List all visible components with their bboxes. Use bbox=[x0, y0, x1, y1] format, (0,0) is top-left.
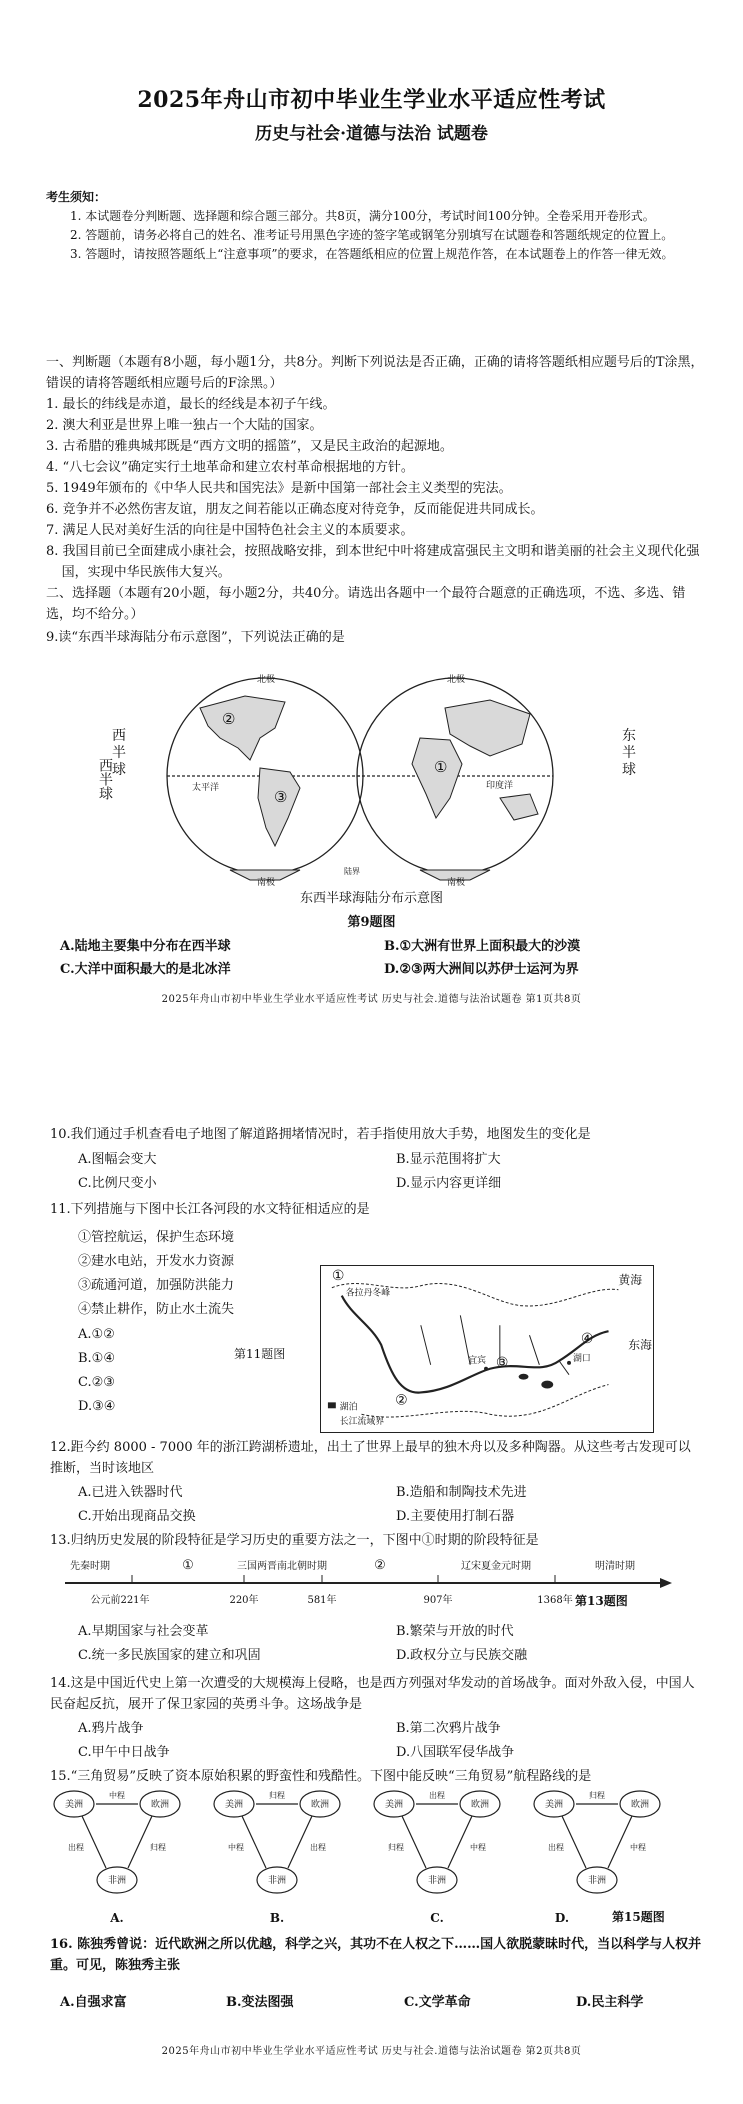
q9-option-a[interactable]: A.陆地主要集中分布在西半球 bbox=[60, 939, 231, 954]
exam-subtitle: 历史与社会·道德与法治 试题卷 bbox=[255, 124, 488, 144]
q12-option-b[interactable]: B.造船和制陶技术先进 bbox=[396, 1485, 527, 1500]
triangle-trade-b[interactable] bbox=[212, 1778, 342, 1928]
legend-lake: 湖泊 bbox=[339, 1402, 358, 1413]
hukou-point bbox=[567, 1361, 571, 1365]
section1-items bbox=[46, 394, 706, 583]
q15-option-c: C. bbox=[430, 1911, 444, 1925]
east-sea-label: 东海 bbox=[628, 1338, 652, 1352]
node-america: 美洲 bbox=[384, 1800, 404, 1810]
triangle-trade-d[interactable] bbox=[532, 1778, 662, 1928]
leg-label: 中程 bbox=[470, 1843, 486, 1852]
q9-option-c[interactable]: C.大洋中面积最大的是北冰洋 bbox=[60, 962, 231, 977]
place-hukou: 湖口 bbox=[572, 1353, 591, 1364]
q16-option-a[interactable]: A.自强求富 bbox=[60, 1995, 127, 2010]
map-caption: 东西半球海陆分布示意图 bbox=[299, 891, 443, 906]
q11-measure: ③疏通河道，加强防洪能力 bbox=[78, 1278, 235, 1293]
q15-figure-label: 第15题图 bbox=[612, 1910, 665, 1924]
judge-item: 3. 古希腊的雅典城邦既是“西方文明的摇篮”，又是民主政治的起源地。 bbox=[46, 439, 453, 454]
q13-option-b[interactable]: B.繁荣与开放的时代 bbox=[396, 1624, 514, 1639]
leg-label: 归程 bbox=[269, 1791, 285, 1800]
lake-shape bbox=[519, 1374, 529, 1380]
q14-stem: 14.这是中国近代史上第一次遭受的大规模海上侵略，也是西方列强对华发动的首场战争。面对外敌入侵，中国人民奋起反抗，展开了保卫家园的英勇斗争。这场战争是 bbox=[50, 1676, 695, 1712]
q11-option-b[interactable]: B.①④ bbox=[78, 1351, 115, 1366]
q9-figure-label: 第9题图 bbox=[347, 915, 396, 930]
q12-option-c[interactable]: C.开始出现商品交换 bbox=[78, 1509, 196, 1524]
node-africa: 非洲 bbox=[267, 1876, 287, 1886]
node-europe: 欧洲 bbox=[310, 1800, 330, 1810]
judge-item: 7. 满足人民对美好生活的向往是中国特色社会主义的本质要求。 bbox=[46, 523, 414, 538]
asia-europe-shape bbox=[445, 700, 530, 756]
q10-stem: 10.我们通过手机查看电子地图了解道路拥堵情况时，若手指使用放大手势，地图发生的变化是 bbox=[50, 1127, 591, 1142]
node-america: 美洲 bbox=[224, 1800, 244, 1810]
north-pole-label-west: 北极 bbox=[256, 675, 276, 685]
land-boundary-legend: 陆界 bbox=[344, 867, 360, 876]
q13-option-a[interactable]: A.早期国家与社会变革 bbox=[78, 1624, 209, 1639]
date-221bc: 公元前221年 bbox=[90, 1595, 150, 1606]
q12-option-a[interactable]: A.已进入铁器时代 bbox=[78, 1485, 183, 1500]
q11-figure-label: 第11题图 bbox=[234, 1347, 286, 1361]
west-hemisphere-label: 西半球 bbox=[112, 728, 126, 778]
leg-label: 中程 bbox=[630, 1843, 646, 1852]
q15-option-d: D. bbox=[554, 1911, 570, 1925]
node-africa: 非洲 bbox=[587, 1876, 607, 1886]
south-america-shape bbox=[258, 768, 300, 846]
notice-item: 1. 本试题卷分判断题、选择题和综合题三部分。共8页，满分100分，考试时间100分钟。全卷采用开卷形式。 bbox=[70, 209, 655, 223]
period-1: ① bbox=[182, 1558, 194, 1573]
q11-measure: ②建水电站，开发水力资源 bbox=[78, 1254, 235, 1269]
q15-option-b: B. bbox=[269, 1911, 285, 1925]
hemisphere-map bbox=[97, 668, 596, 888]
q15-stem: 15.“三角贸易”反映了资本原始积累的野蛮性和残酷性。下图中能反映“三角贸易”航程路线的是 bbox=[50, 1769, 592, 1784]
page2-footer: 2025年舟山市初中毕业生学业水平适应性考试 历史与社会.道德与法治试题卷 第2页共8页 bbox=[161, 2046, 582, 2057]
q9-stem: 9.读“东西半球海陆分布示意图”，下列说法正确的是 bbox=[46, 630, 345, 645]
notice-head: 考生须知： bbox=[46, 190, 107, 204]
q14-option-d[interactable]: D.八国联军侵华战争 bbox=[396, 1745, 515, 1760]
period-pre-qin: 先秦时期 bbox=[70, 1561, 110, 1572]
mark-2: ② bbox=[395, 1392, 408, 1409]
leg-label: 归程 bbox=[388, 1843, 404, 1852]
south-pole-label-east: 南极 bbox=[446, 878, 466, 888]
south-pole-label-west: 南极 bbox=[256, 878, 276, 888]
leg-label: 中程 bbox=[228, 1843, 244, 1852]
mark-3: ③ bbox=[495, 1354, 509, 1371]
leg-label: 中程 bbox=[109, 1791, 125, 1800]
period-2: ② bbox=[374, 1558, 386, 1573]
judge-item: 5. 1949年颁布的《中华人民共和国宪法》是新中国第一部社会主义类型的宪法。 bbox=[46, 481, 512, 496]
west-label: 西半球 bbox=[97, 758, 113, 800]
q10-option-d[interactable]: D.显示内容更详细 bbox=[396, 1176, 502, 1191]
judge-item: 1. 最长的纬线是赤道，最长的经线是本初子午线。 bbox=[46, 397, 336, 412]
page1-footer: 2025年舟山市初中毕业生学业水平适应性考试 历史与社会.道德与法治试题卷 第1页共8页 bbox=[161, 994, 582, 1005]
notice-item: 2. 答题前，请务必将自己的姓名、准考证号用黑色字迹的签字笔或钢笔分别填写在试题卷和答题纸规定的位置上。 bbox=[70, 228, 674, 242]
node-america: 美洲 bbox=[64, 1800, 84, 1810]
q10-option-b[interactable]: B.显示范围将扩大 bbox=[396, 1152, 501, 1167]
notice-item: 3. 答题时，请按照答题纸上“注意事项”的要求，在答题纸相应的位置上规范作答，在本试题卷上的作答一律无效。 bbox=[70, 247, 674, 261]
leg-label: 出程 bbox=[310, 1843, 326, 1852]
legend-lake-swatch bbox=[328, 1402, 336, 1408]
q12-stem: 12.距今约 8000 - 7000 年的浙江跨湖桥遗址，出土了世界上最早的独木舟以及多种陶器。从这些考古发现可以推断，当时该地区 bbox=[50, 1440, 691, 1476]
mark-3: ③ bbox=[274, 788, 288, 806]
node-america: 美洲 bbox=[544, 1800, 564, 1810]
leg-label: 出程 bbox=[429, 1791, 445, 1800]
mark-2: ② bbox=[222, 710, 236, 728]
north-pole-label-east: 北极 bbox=[446, 675, 466, 685]
yangtze-map bbox=[320, 1265, 654, 1433]
q11-option-a[interactable]: A.①② bbox=[78, 1327, 115, 1342]
date-907: 907年 bbox=[423, 1595, 453, 1606]
north-america-shape bbox=[200, 696, 285, 760]
date-1368: 1368年 bbox=[537, 1595, 573, 1606]
mark-4: ④ bbox=[580, 1331, 594, 1348]
date-220: 220年 bbox=[229, 1595, 259, 1606]
east-hemisphere-label: 东半球 bbox=[622, 728, 636, 778]
place-yibin: 宜宾 bbox=[468, 1355, 486, 1366]
exam-title: 2025年舟山市初中毕业生学业水平适应性考试 bbox=[137, 87, 606, 113]
notice-block bbox=[46, 188, 696, 264]
q16-option-d[interactable]: D.民主科学 bbox=[576, 1995, 644, 2010]
q11-option-d[interactable]: D.③④ bbox=[78, 1399, 116, 1414]
judge-item: 4. “八七会议”确定实行土地革命和建立农村革命根据地的方针。 bbox=[46, 460, 414, 475]
node-europe: 欧洲 bbox=[470, 1800, 490, 1810]
q10-option-a[interactable]: A.图幅会变大 bbox=[78, 1152, 157, 1167]
q11-option-c[interactable]: C.②③ bbox=[78, 1375, 115, 1390]
legend-basin: 长江流域界 bbox=[339, 1417, 385, 1428]
leg-label: 出程 bbox=[548, 1843, 564, 1852]
place-gedandong: 各拉丹冬峰 bbox=[345, 1288, 391, 1299]
judge-item: 2. 澳大利亚是世界上唯一独占一个大陆的国家。 bbox=[46, 418, 323, 433]
period-liao-song: 辽宋夏金元时期 bbox=[461, 1561, 531, 1572]
q13-option-d[interactable]: D.政权分立与民族交融 bbox=[396, 1648, 528, 1663]
q16-option-b[interactable]: B.变法图强 bbox=[226, 1995, 294, 2010]
q14-option-a[interactable]: A.鸦片战争 bbox=[78, 1721, 144, 1736]
q12-option-d[interactable]: D.主要使用打制石器 bbox=[396, 1509, 515, 1524]
yibin-point bbox=[484, 1367, 488, 1371]
period-three-kingdoms: 三国两晋南北朝时期 bbox=[237, 1561, 327, 1572]
q15-option-a: A. bbox=[110, 1911, 124, 1925]
judge-item: 8. 我国目前已全面建成小康社会，按照战略安排，到本世纪中叶将建成富强民主文明和谐美丽的社会主义现代化强国，实现中华民族伟大复兴。 bbox=[46, 544, 700, 580]
q16-stem: 16. 陈独秀曾说：近代欧洲之所以优越，科学之兴，其功不在人权之下……国人欲脱蒙昧时代，当以科学与人权并重。可见，陈独秀主张 bbox=[50, 1937, 702, 1973]
triangle-trade-c[interactable] bbox=[372, 1778, 502, 1928]
q9-option-b[interactable]: B.①大洲有世界上面积最大的沙漠 bbox=[384, 939, 581, 954]
pacific-label: 太平洋 bbox=[192, 783, 220, 793]
date-581: 581年 bbox=[307, 1595, 337, 1606]
leg-label: 出程 bbox=[68, 1843, 84, 1852]
q16-option-c[interactable]: C.文学革命 bbox=[404, 1995, 471, 2010]
node-europe: 欧洲 bbox=[150, 1800, 170, 1810]
triangle-trade-a[interactable] bbox=[52, 1778, 182, 1928]
node-africa: 非洲 bbox=[107, 1876, 127, 1886]
q10-option-c[interactable]: C.比例尺变小 bbox=[78, 1176, 157, 1191]
yellow-sea-label: 黄海 bbox=[618, 1272, 643, 1287]
yangtze-main-stream bbox=[342, 1296, 609, 1393]
q14-option-c[interactable]: C.甲午中日战争 bbox=[78, 1745, 170, 1760]
node-europe: 欧洲 bbox=[630, 1800, 650, 1810]
q11-measure: ④禁止耕作，防止水土流失 bbox=[78, 1302, 235, 1317]
q11-stem: 11.下列措施与下图中长江各河段的水文特征相适应的是 bbox=[50, 1202, 370, 1217]
section1-heading: 一、判断题（本题有8小题，每小题1分，共8分。判断下列说法是否正确，正确的请将答题纸相应题号后的T涂黑，错误的请将答题纸相应题号后的F涂黑。） bbox=[46, 355, 704, 391]
q13-stem: 13.归纳历史发展的阶段特征是学习历史的重要方法之一，下图中①时期的阶段特征是 bbox=[50, 1533, 539, 1548]
q13-figure-label: 第13题图 bbox=[575, 1594, 628, 1608]
judge-item: 6. 竞争并不必然伤害友谊，朋友之间若能以正确态度对待竞争，反而能促进共同成长。 bbox=[46, 502, 544, 517]
africa-shape bbox=[412, 738, 462, 818]
leg-label: 归程 bbox=[589, 1791, 605, 1800]
page-gap bbox=[0, 1010, 743, 1110]
q14-option-b[interactable]: B.第二次鸦片战争 bbox=[396, 1721, 501, 1736]
leg-label: 归程 bbox=[150, 1843, 166, 1852]
period-ming-qing: 明清时期 bbox=[595, 1561, 635, 1572]
lake-shape bbox=[541, 1381, 553, 1389]
q13-option-c[interactable]: C.统一多民族国家的建立和巩固 bbox=[78, 1648, 261, 1663]
indian-ocean-label: 印度洋 bbox=[486, 781, 514, 791]
mark-1: ① bbox=[434, 758, 448, 776]
mark-1: ① bbox=[331, 1267, 345, 1284]
australia-shape bbox=[500, 794, 538, 820]
q9-option-d[interactable]: D.②③两大洲间以苏伊士运河为界 bbox=[384, 962, 579, 977]
node-africa: 非洲 bbox=[427, 1876, 447, 1886]
q11-measure: ①管控航运，保护生态环境 bbox=[78, 1230, 235, 1245]
section2-heading: 二、选择题（本题有20小题，每小题2分，共40分。请选出各题中一个最符合题意的正确选项，不选、多选、错选，均不给分。） bbox=[46, 586, 686, 622]
